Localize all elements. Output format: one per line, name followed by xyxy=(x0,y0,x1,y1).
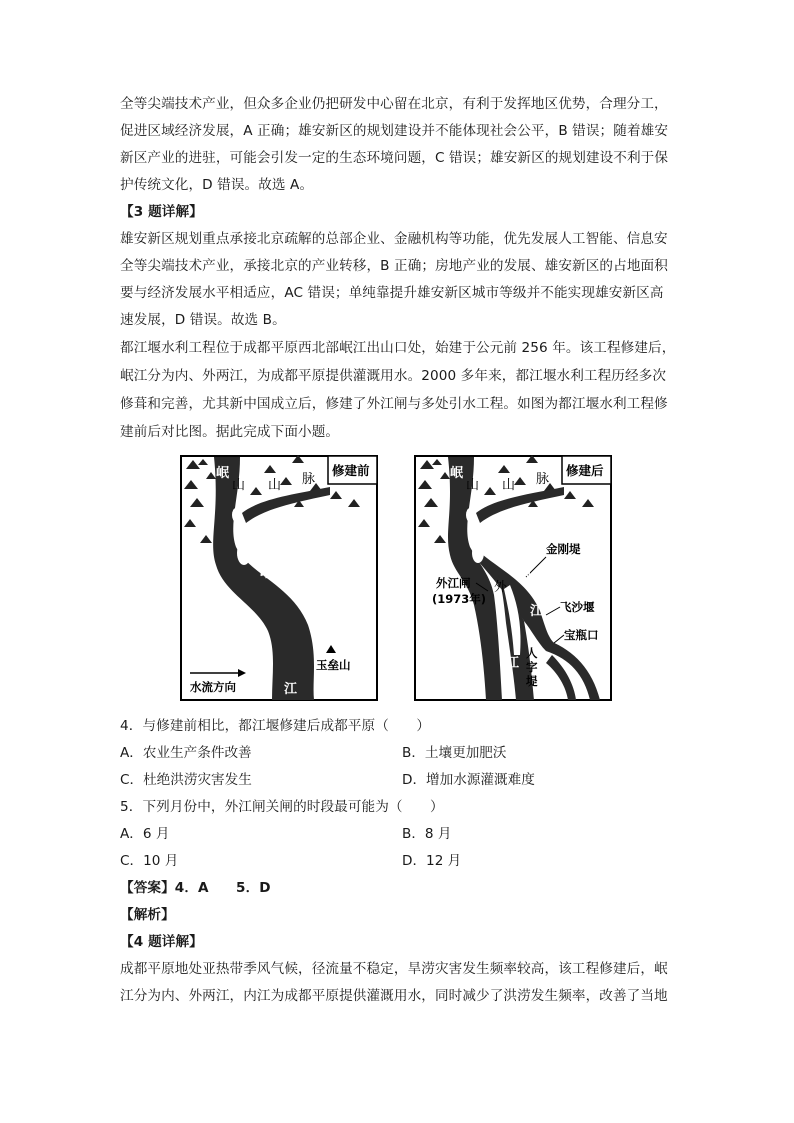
text-line: 要与经济发展水平相适应，AC 错误；单纯靠提升雄安新区城市等级并不能实现雄安新区高 xyxy=(120,285,664,301)
question-5-option-d: D．12 月 xyxy=(402,853,462,869)
text-line: 雄安新区规划重点承接北京疏解的总部企业、金融机构等功能，优先发展人工智能、信息安 xyxy=(120,231,668,247)
label-renzidi-text: 人字堤 xyxy=(526,646,538,688)
analysis-label: 【解析】 xyxy=(120,907,175,923)
text-line: 促进区域经济发展，A 正确；雄安新区的规划建设并不能体现社会公平，B 错误；随着雄安 xyxy=(120,123,669,139)
text-line: 都江堰水利工程位于成都平原西北部岷江出山口处，始建于公元前 256 年。该工程修建后， xyxy=(120,340,676,356)
text-line: 新区产业的进驻，可能会引发一定的生态环境问题，C 错误；雄安新区的规划建设不利于保 xyxy=(120,150,669,166)
section-heading: 【4 题详解】 xyxy=(120,934,203,950)
label-jingangdi: 金刚堤 xyxy=(546,542,581,556)
mountain-char: 脉 xyxy=(536,472,550,487)
question-4-option-d: D．增加水源灌溉难度 xyxy=(402,772,535,788)
mountain-char: 山 xyxy=(232,478,246,493)
mountain-char: 岷 xyxy=(450,466,464,481)
text-line: 全等尖端技术产业，但众多企业仍把研发中心留在北京，有利于发挥地区优势，合理分工， xyxy=(120,96,668,112)
text-line: 岷江分为内、外两江，为成都平原提供灌溉用水。2000 多年来，都江堰水利工程历经多次 xyxy=(120,368,667,384)
text-line: 全等尖端技术产业，承接北京的产业转移，B 正确；房地产业的发展、雄安新区的占地面积 xyxy=(120,258,668,274)
question-4-stem: 4．与修建前相比，都江堰修建后成都平原（ ） xyxy=(120,718,431,734)
river-char: 岷 xyxy=(260,566,274,581)
map-after-construction xyxy=(414,455,612,701)
river-char: 外 xyxy=(494,580,508,595)
text-line: 速发展，D 错误。故选 B。 xyxy=(120,312,286,328)
question-4-option-a: A．农业生产条件改善 xyxy=(120,745,252,761)
mountain-char: 山 xyxy=(502,478,516,493)
map-before-construction xyxy=(180,455,378,701)
map-title: 修建前 xyxy=(332,463,370,478)
text-line: 护传统文化，D 错误。故选 A。 xyxy=(120,177,314,193)
question-5-option-a: A．6 月 xyxy=(120,826,170,842)
mountain-char: 岷 xyxy=(216,466,230,481)
question-4-option-c: C．杜绝洪涝灾害发生 xyxy=(120,772,252,788)
map-title: 修建后 xyxy=(566,463,604,478)
text-line: 修葺和完善，尤其新中国成立后，修建了外江闸与多处引水工程。如图为都江堰水利工程修 xyxy=(120,396,668,412)
mountain-char: 脉 xyxy=(302,472,316,487)
peak-label: 玉垒山 xyxy=(316,658,351,672)
label-waijiangzha: 外江闸 xyxy=(436,576,471,590)
section-heading: 【3 题详解】 xyxy=(120,204,203,220)
river-char: 江 xyxy=(506,656,520,671)
question-5-stem: 5．下列月份中，外江闸关闸的时段最可能为（ ） xyxy=(120,799,444,815)
question-4-option-b: B．土壤更加肥沃 xyxy=(402,745,507,761)
text-line: 成都平原地处亚热带季风气候，径流量不稳定，旱涝灾害发生频率较高，该工程修建后，岷 xyxy=(120,961,668,977)
text-line: 江分为内、外两江，内江为成都平原提供灌溉用水，同时减少了洪涝发生频率，改善了当地 xyxy=(120,988,668,1004)
label-feishayan: 飞沙堰 xyxy=(560,600,595,614)
river-char: 江 xyxy=(284,682,298,697)
river-char: 江 xyxy=(530,604,544,619)
question-5-option-b: B．8 月 xyxy=(402,826,452,842)
river-char: 内 xyxy=(518,568,532,583)
label-waijiangzha-year: (1973年) xyxy=(432,592,487,606)
question-5-option-c: C．10 月 xyxy=(120,853,179,869)
mountain-char: 山 xyxy=(268,478,282,493)
text-line: 建前后对比图。据此完成下面小题。 xyxy=(120,424,340,440)
label-baopingkou: 宝瓶口 xyxy=(564,628,599,642)
answer-line: 【答案】4．A 5．D xyxy=(120,880,271,896)
mountain-char: 山 xyxy=(466,478,480,493)
flow-label: 水流方向 xyxy=(190,680,236,694)
